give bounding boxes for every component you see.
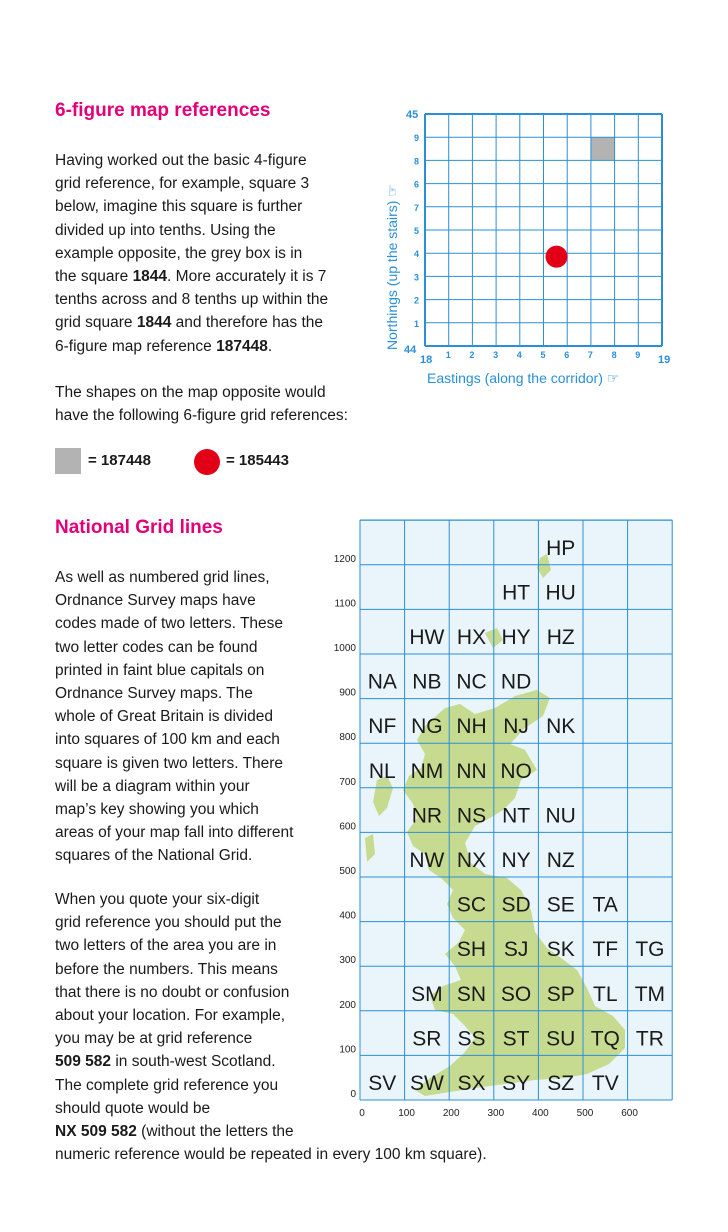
grid-square-code: ST xyxy=(502,1027,530,1051)
grid-square-code: NH xyxy=(456,715,487,739)
grid-square-code: HW xyxy=(409,626,445,649)
x-axis-label: 500 xyxy=(576,1108,594,1119)
grid-square-code: NM xyxy=(410,759,444,783)
grid-square-code: NG xyxy=(411,715,443,739)
x-axis-label: 400 xyxy=(532,1108,549,1119)
text-segment: (without the letters the xyxy=(136,1123,294,1141)
text-segment: When you quote your six-digit xyxy=(55,891,260,908)
text-segment: and therefore has the xyxy=(171,314,324,332)
grid-square-code: NY xyxy=(501,849,531,872)
national-grid-paragraph xyxy=(55,566,335,868)
text-segment: about your location. For example, xyxy=(55,1007,286,1025)
grid-square-code: SC xyxy=(456,893,487,917)
x-tick-label: 9 xyxy=(635,350,641,360)
text-line xyxy=(55,172,385,195)
grid-square-code: SO xyxy=(500,982,532,1006)
x-axis-label: 100 xyxy=(398,1108,415,1119)
text-segment: grid reference, for example, square 3 xyxy=(55,175,310,193)
y-tick-label: 9 xyxy=(414,133,420,144)
bold-reference: 509 582 xyxy=(55,1053,112,1071)
grid-square-code: TM xyxy=(634,982,666,1006)
text-line xyxy=(55,265,385,288)
grid-square-code: HX xyxy=(456,626,487,649)
y-axis-label: 800 xyxy=(339,732,356,744)
text-line xyxy=(55,195,385,218)
northings-label: Northings (up the stairs) ☞ xyxy=(384,184,400,350)
y-tick-label: 8 xyxy=(414,156,420,167)
grid-square-code: SP xyxy=(546,982,575,1006)
grid-square-code: NN xyxy=(456,759,487,783)
grid-square-code: NX xyxy=(456,849,487,872)
y-axis-label: 100 xyxy=(339,1044,356,1056)
text-line xyxy=(55,242,385,265)
shapes-paragraph xyxy=(55,381,395,427)
grid-square-code: NW xyxy=(409,849,445,872)
grid-square-code: NU xyxy=(545,804,576,828)
y-tick-label: 1 xyxy=(414,318,420,329)
x-tick-label: 4 xyxy=(516,350,522,360)
text-segment: the square xyxy=(55,268,133,286)
bold-reference: NX 509 582 xyxy=(55,1123,137,1141)
grid-square-code: SS xyxy=(457,1027,486,1051)
legend-red-dot xyxy=(194,449,220,475)
y-axis-label: 900 xyxy=(339,687,356,699)
x-axis-label: 600 xyxy=(621,1108,638,1119)
text-line: The shapes on the map opposite would xyxy=(55,384,326,401)
grid-square-code: NA xyxy=(367,670,397,694)
x-tick-label: 8 xyxy=(611,350,617,360)
text-segment: that there is no doubt or confusion xyxy=(55,983,290,1001)
text-line: into squares of 100 km and each xyxy=(55,731,280,749)
text-line: Ordnance Survey maps have xyxy=(55,592,256,610)
x-tick-label: 5 xyxy=(540,350,546,360)
text-line xyxy=(55,1120,615,1143)
x-tick-label: 3 xyxy=(493,350,499,360)
grid-square-code: NS xyxy=(456,804,487,828)
text-segment: tenths across and 8 tenths up within the xyxy=(55,291,329,309)
corner-top-label: 45 xyxy=(406,109,419,121)
text-segment: grid reference you should put the xyxy=(55,914,282,932)
grid-square-code: SR xyxy=(412,1027,442,1051)
legend-grey-label: = 187448 xyxy=(88,452,151,469)
grid-square-code: NT xyxy=(502,804,531,828)
grid-square-code: SN xyxy=(456,982,487,1006)
grid-square-code: SU xyxy=(546,1027,576,1051)
text-segment: grid square xyxy=(55,314,137,332)
grid-square-code: SJ xyxy=(503,938,529,962)
grid-square-code: NO xyxy=(500,759,532,783)
x-end-label: 19 xyxy=(658,354,671,366)
y-tick-label: 4 xyxy=(414,249,420,260)
legend-grey-square xyxy=(55,448,81,474)
grid-square-code: HT xyxy=(502,581,531,605)
grid-square-code: ND xyxy=(500,670,532,694)
text-line xyxy=(55,288,385,311)
y-tick-label: 3 xyxy=(414,272,420,283)
bold-reference: 1844 xyxy=(132,268,168,286)
grid-square-code: SZ xyxy=(547,1072,575,1095)
text-segment: you may be at grid reference xyxy=(55,1030,253,1048)
y-axis-label: 300 xyxy=(339,955,356,967)
x-start-label: 18 xyxy=(420,354,433,366)
grid-square-code: SY xyxy=(502,1072,531,1095)
grid-square-code: SK xyxy=(546,938,575,962)
x-tick-label: 1 xyxy=(445,350,451,360)
x-axis-label: 200 xyxy=(442,1108,460,1119)
text-segment: before the numbers. This means xyxy=(55,960,278,978)
x-axis-label: 0 xyxy=(359,1108,365,1119)
y-axis-label: 400 xyxy=(339,910,356,922)
grid-square-code: SX xyxy=(457,1072,486,1095)
grid-square-code: SH xyxy=(456,938,487,962)
y-axis-label: 500 xyxy=(339,866,356,877)
text-segment: . More accurately it is 7 xyxy=(167,268,327,286)
red-dot xyxy=(546,246,568,268)
grid-square-code: NC xyxy=(456,670,487,694)
text-segment: . xyxy=(267,337,273,355)
y-axis-label: 1100 xyxy=(334,598,356,610)
grid-square-code: HY xyxy=(501,626,531,649)
grid-square-code: SE xyxy=(546,893,575,917)
grid-square-code: TQ xyxy=(590,1027,620,1051)
text-line xyxy=(55,311,385,334)
text-line: square is given two letters. There xyxy=(55,754,284,772)
y-tick-label: 5 xyxy=(414,226,420,236)
grid-square-code: TL xyxy=(593,982,618,1006)
grid-square-code: TG xyxy=(635,938,665,962)
grid-square-code: NK xyxy=(546,715,576,739)
y-axis-label: 1200 xyxy=(333,553,356,565)
text-line: Ordnance Survey maps. The xyxy=(55,685,253,703)
grid-square-code: NR xyxy=(411,804,443,828)
text-segment: example opposite, the grey box is in xyxy=(55,244,303,262)
text-segment: numeric reference would be repeated in every 100 km square). xyxy=(55,1146,487,1164)
y-tick-label: 2 xyxy=(414,295,420,306)
text-line xyxy=(55,335,385,358)
grid-square-code: TV xyxy=(591,1072,619,1095)
grid-square-code: HZ xyxy=(546,626,575,649)
text-line: map’s key showing you which xyxy=(55,801,259,819)
grid-square-code: SM xyxy=(411,982,443,1006)
text-line: areas of your map fall into different xyxy=(55,824,294,842)
text-line: codes made of two letters. These xyxy=(55,615,284,633)
corner-bottom-label: 44 xyxy=(404,344,417,356)
text-line: two letter codes can be found xyxy=(55,638,258,656)
text-line xyxy=(55,1143,615,1166)
legend-red-label: = 185443 xyxy=(226,452,289,469)
text-line: will be a diagram within your xyxy=(55,777,250,795)
grid-square-code: NJ xyxy=(503,715,529,739)
text-segment: below, imagine this square is further xyxy=(55,198,303,216)
y-axis-label: 200 xyxy=(339,999,356,1011)
six-figure-paragraph xyxy=(55,149,385,358)
text-line: have the following 6-figure grid references: xyxy=(55,407,348,425)
y-axis-label: 0 xyxy=(350,1089,356,1100)
y-axis-label: 700 xyxy=(339,776,356,788)
grid-square-code: TR xyxy=(635,1027,664,1051)
text-line: As well as numbered grid lines, xyxy=(55,569,270,586)
grid-square-code: HP xyxy=(546,536,576,560)
grid-square-code: NZ xyxy=(546,849,575,872)
y-tick-label: 7 xyxy=(414,202,420,213)
y-axis-label: 600 xyxy=(339,821,356,833)
x-tick-label: 7 xyxy=(587,350,593,360)
text-segment: divided up into tenths. Using the xyxy=(55,221,276,239)
eastings-label: Eastings (along the corridor) ☞ xyxy=(427,370,620,386)
grid-square-code: NF xyxy=(368,715,397,739)
grey-square xyxy=(591,137,615,160)
section-title-6-figure: 6-figure map references xyxy=(55,100,271,121)
section-title-national-grid: National Grid lines xyxy=(55,517,223,538)
text-segment: Having worked out the basic 4-figure xyxy=(55,152,307,169)
y-axis-label: 1000 xyxy=(333,643,356,654)
grid-square-code: SW xyxy=(409,1072,444,1095)
text-line: printed in faint blue capitals on xyxy=(55,661,265,679)
grid-square-code: SD xyxy=(501,893,531,917)
y-tick-label: 6 xyxy=(414,179,420,190)
x-tick-label: 2 xyxy=(469,350,475,360)
text-segment: two letters of the area you are in xyxy=(55,937,277,955)
text-line xyxy=(55,219,385,242)
bold-reference: 187448 xyxy=(216,337,268,355)
text-segment: 6-figure map reference xyxy=(55,337,217,355)
grid-square-code: NB xyxy=(412,670,442,694)
text-line xyxy=(55,149,385,172)
text-line: squares of the National Grid. xyxy=(55,847,253,865)
x-axis-label: 300 xyxy=(487,1108,505,1119)
text-line: whole of Great Britain is divided xyxy=(55,708,273,726)
grid-square-code: SV xyxy=(368,1072,397,1095)
x-tick-label: 6 xyxy=(564,350,570,360)
text-segment: in south-west Scotland. xyxy=(111,1053,276,1071)
grid-square-code: HU xyxy=(545,581,576,605)
text-segment: The complete grid reference you xyxy=(55,1076,279,1094)
grid-reference-diagram xyxy=(376,100,706,400)
grid-square-code: TF xyxy=(592,938,619,962)
grid-square-code: NL xyxy=(368,759,396,783)
grid-square-code: TA xyxy=(592,893,618,917)
text-segment: should quote would be xyxy=(55,1099,211,1117)
bold-reference: 1844 xyxy=(136,314,172,332)
national-grid-map xyxy=(325,518,675,1123)
